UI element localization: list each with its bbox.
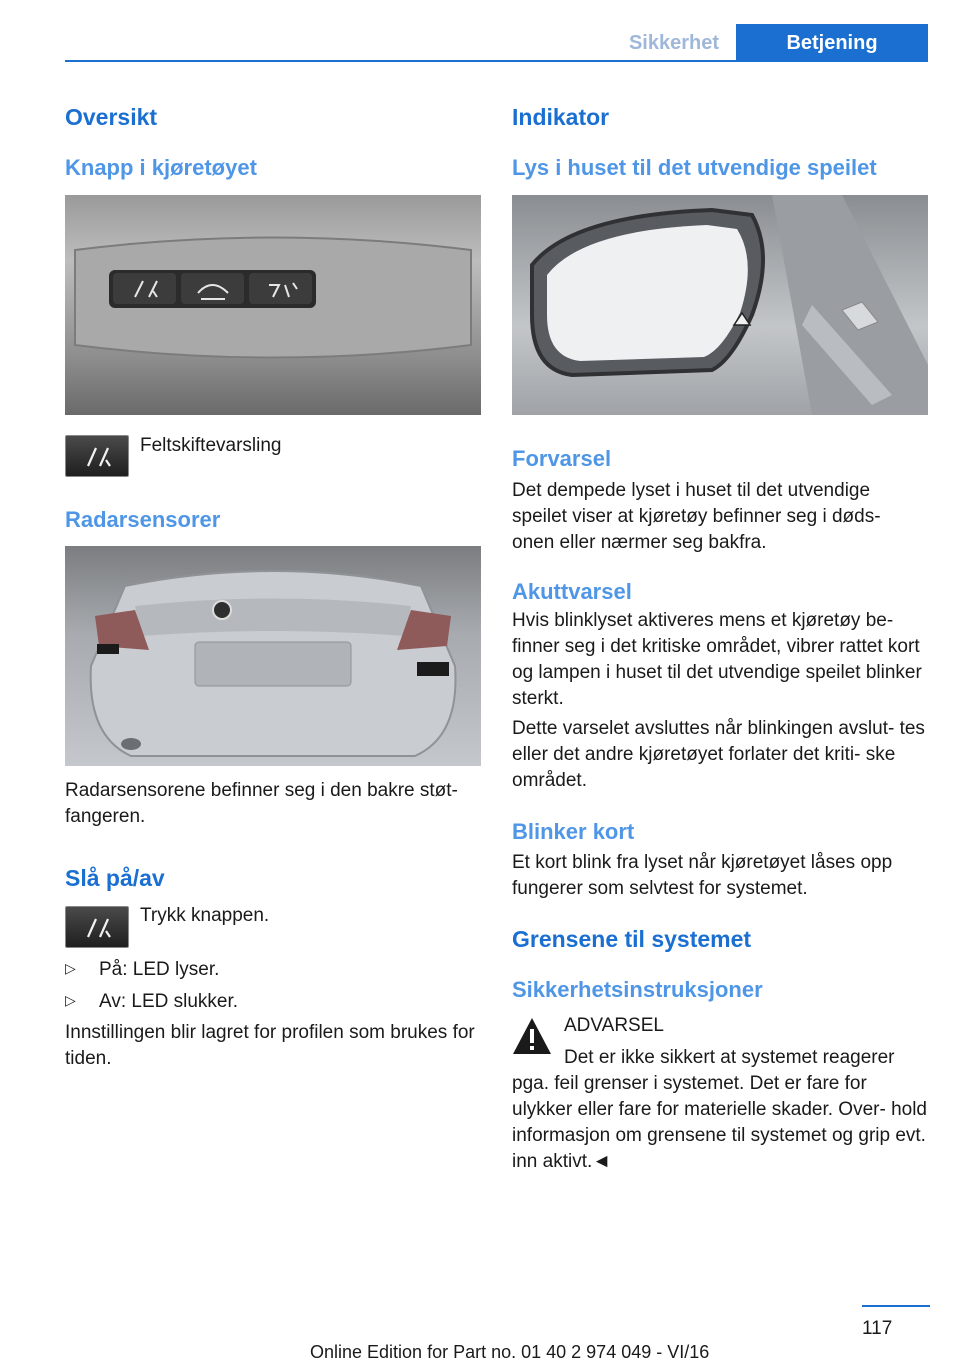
heading-radarsensorer: Radarsensorer (65, 507, 221, 532)
car-rear-photo (65, 546, 481, 766)
press-text: Trykk knappen. (140, 905, 270, 926)
radar-text: Radarsensorene befinner seg i den bakre støt‐ fangeren. (65, 780, 458, 827)
page-number: 117 (862, 1318, 893, 1339)
tab-betjening[interactable]: Betjening (736, 24, 928, 62)
heading-sla-pa-av: Slå på/av (65, 865, 165, 891)
warning-text: Det er ikke sikkert at systemet reagerer pga. feil grenser i systemet. Det er fare for ulykker eller fare for materielle skader. Over‐ hold informasjon om grensene til systemet og grip evt. inn aktivt.◄ (512, 1047, 927, 1172)
list-item: På: LED lyser. (99, 959, 220, 980)
subtitle-lys: Lys i huset til det utvendige speilet (512, 155, 877, 180)
header-rule (65, 60, 928, 62)
button-panel-photo (65, 195, 481, 415)
section-title-indikator: Indikator (512, 104, 610, 130)
akutt-text: Hvis blinklyset aktiveres mens et kjøretøy be‐ finner seg i det kritiske området, vibrer rattet kort og lampen i huset til det utvendige speilet blinker sterkt. (512, 610, 922, 709)
heading-akuttvarsel: Akuttvarsel (512, 579, 632, 604)
list-item: Av: LED slukker. (99, 991, 239, 1012)
triangle-bullet-icon: ▷ (65, 992, 76, 1008)
heading-grensene: Grensene til systemet (512, 926, 752, 952)
heading-forvarsel: Forvarsel (512, 446, 612, 471)
footer-rule (862, 1305, 930, 1307)
bullet-list (65, 957, 481, 1017)
button-caption: Feltskiftevarsling (140, 435, 282, 456)
tab-sikkerhet[interactable]: Sikkerhet (612, 24, 736, 62)
mirror-photo (512, 195, 928, 415)
lane-change-button-icon (65, 906, 129, 948)
akutt-text-2: Dette varselet avsluttes når blinkingen avslut‐ tes eller det andre kjøretøyet forlater det kriti‐ ske området. (512, 718, 925, 791)
heading-sikkerhetsinstruksjoner: Sikkerhetsinstruksjoner (512, 977, 763, 1002)
triangle-bullet-icon: ▷ (65, 960, 76, 976)
warning-label: ADVARSEL (564, 1015, 664, 1036)
forvarsel-text: Det dempede lyset i huset til det utvendige speilet viser at kjøretøy befinner seg i døds‐ onen eller nærmer seg bakfra. (512, 480, 881, 553)
subtitle-knapp: Knapp i kjøretøyet (65, 155, 257, 180)
profile-text: Innstillingen blir lagret for profilen som brukes for tiden. (65, 1022, 475, 1069)
blinker-text: Et kort blink fra lyset når kjøretøyet låses opp fungerer som selvtest for systemet. (512, 852, 893, 899)
section-title-oversikt: Oversikt (65, 104, 158, 130)
lane-change-icon (65, 435, 129, 477)
heading-blinker-kort: Blinker kort (512, 819, 635, 844)
footer-edition: Online Edition for Part no. 01 40 2 974 049 - VI/16 (310, 1342, 710, 1362)
